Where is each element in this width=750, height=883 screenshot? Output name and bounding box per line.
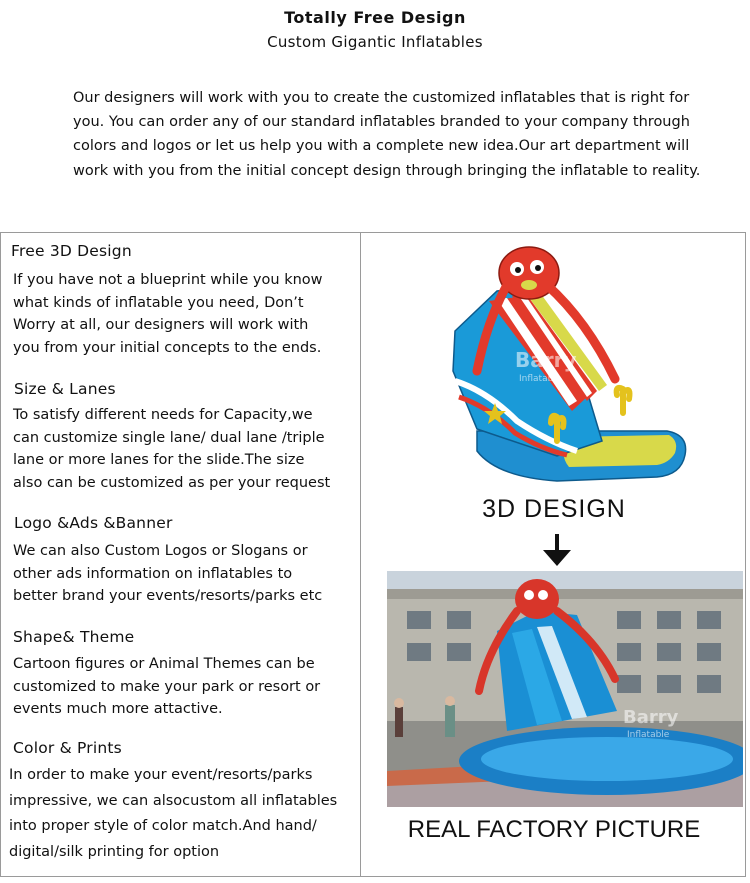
page-subtitle: Custom Gigantic Inflatables xyxy=(267,33,483,51)
watermark-brand: Barry xyxy=(515,348,577,372)
section-heading: Free 3D Design xyxy=(11,242,132,260)
photo-label: REAL FACTORY PICTURE xyxy=(407,816,701,843)
section-text: To satisfy different needs for Capacity,we can customize single lane/ dual lane /triple lane or more lanes for the slide.The size also can be customized as per your request xyxy=(13,407,331,491)
features-panel xyxy=(0,232,746,877)
watermark-sub: Inflatable xyxy=(627,730,670,740)
section-heading: Logo &Ads &Banner xyxy=(14,514,173,532)
section-text: Cartoon figures or Animal Themes can be customized to make your park or resort or events much more attactive. xyxy=(13,656,321,718)
watermark-brand: Barry xyxy=(623,707,679,728)
section-heading: Shape& Theme xyxy=(13,628,135,646)
section-heading: Color & Prints xyxy=(13,739,122,757)
section-heading: Size & Lanes xyxy=(14,380,116,398)
intro-paragraph: Our designers will work with you to create the customized inflatables that is right for you. You can order any of our standard inflatables branded to your company through colors and logos or let us help you with a complete new idea.Our art department will work with you from the initial concept design through bringing the inflatable to reality. xyxy=(73,90,701,179)
column-divider xyxy=(360,233,361,876)
arrow-down-icon xyxy=(540,534,574,568)
factory-photo xyxy=(387,571,743,807)
page-title: Totally Free Design xyxy=(284,8,466,27)
section-text: We can also Custom Logos or Slogans or other ads information on inflatables to better brand your events/resorts/parks etc xyxy=(13,543,323,605)
section-text: In order to make your event/resorts/parks impressive, we can alsocustom all inflatables into proper style of color match.And hand/ digital/silk printing for option xyxy=(9,767,338,860)
section-text: If you have not a blueprint while you know what kinds of inflatable you need, Don’t Worry at all, our designers will work with you from your initial concepts to the ends. xyxy=(13,272,323,356)
inflatable-slide-3d-render xyxy=(437,241,693,483)
design-label: 3D DESIGN xyxy=(482,495,626,523)
watermark-sub: Inflatable xyxy=(519,374,562,384)
